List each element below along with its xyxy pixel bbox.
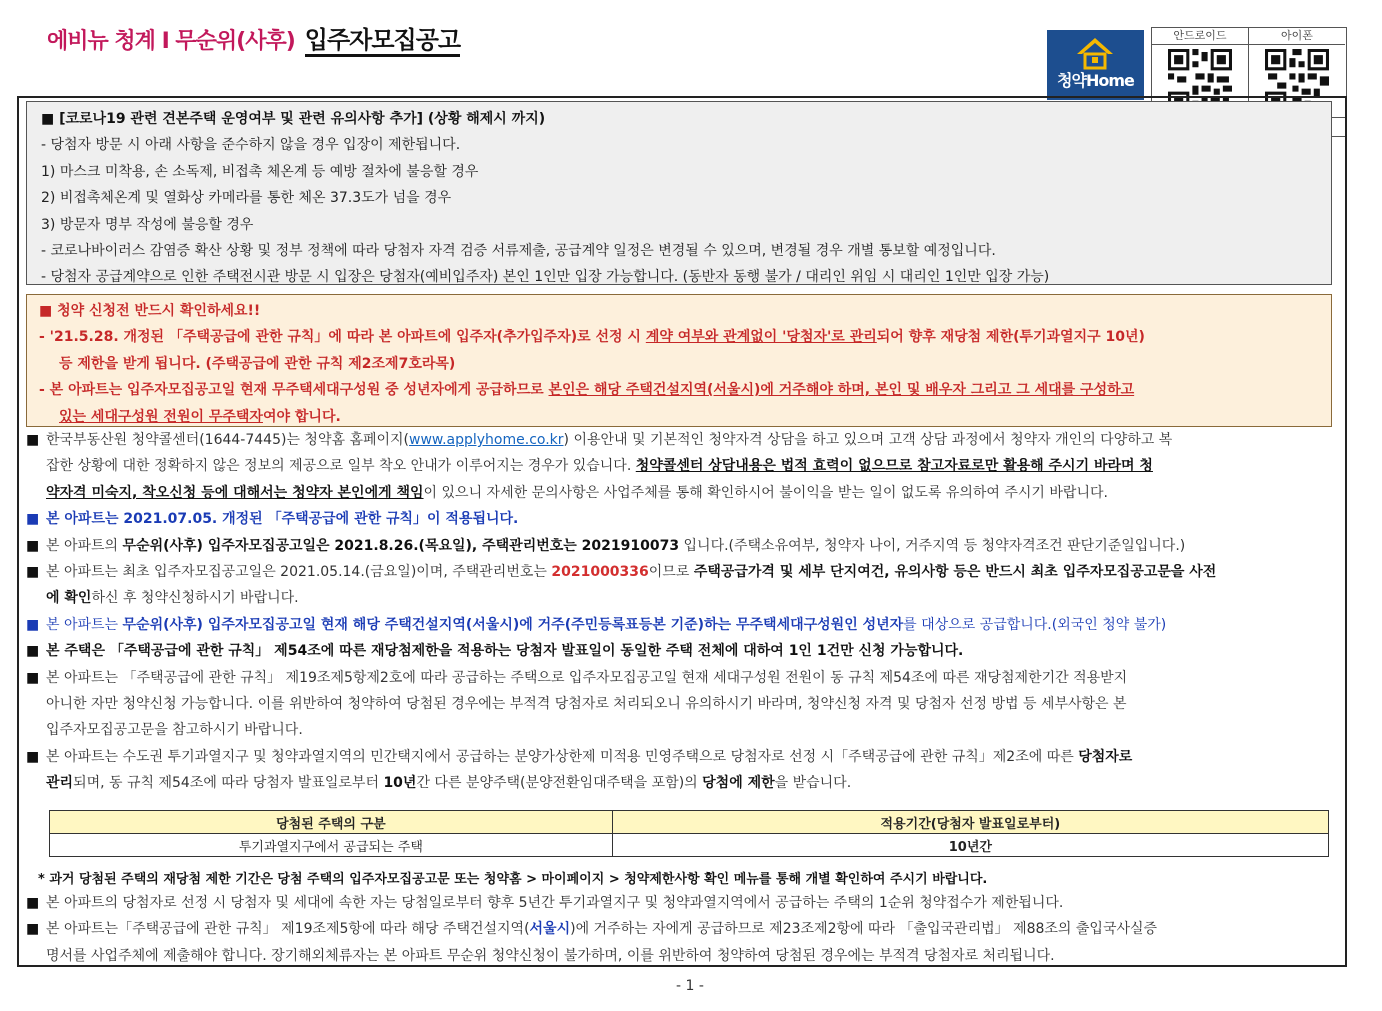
para-callcenter-cont: 잡한 상황에 대한 정확하지 않은 정보의 제공으로 일부 착오 안내가 이루어지는 경우가 있습니다. 청약콜센터 상담내용은 법적 효력이 없으므로 참고자료로만 활용해 주시기 바라며 청 [46,458,1153,475]
bullet-icon: ■ [26,537,40,554]
para-residency-cont: 명서를 사업주체에 제출해야 합니다. 장기해외체류자는 본 아파트 무순위 청약신청이 불가하며, 이를 위반하여 청약하여 당첨된 경우에는 부적격 당첨자로 처리됩니다. [46,947,1055,964]
warning-box [26,294,1332,427]
para-eligibility: ■ 본 아파트는 무순위(사후) 입주자모집공고일 현재 해당 주택건설지역(서울시)에 거주(주민등록표등본 기준)하는 무주택세대구성원인 성년자를 대상으로 공급합니다.(외국인 청약 불가) [24,612,1340,638]
page-title [47,20,460,54]
warning-line-4: 있는 세대구성원 전원이 무주택자여야 합니다. [59,408,341,425]
qr-iphone-label: 아이폰 [1249,28,1345,45]
table-cell: 투기과열지구에서 공급되는 주택 [50,834,613,857]
logo-service: 청약Home [1057,71,1134,90]
warning-line-2: 등 제한을 받게 됩니다. (주택공급에 관한 규칙 제2조제7호라목) [59,355,456,372]
bullet-icon: ■ [26,748,40,765]
bullet-icon: ■ [26,511,40,528]
covid-line: - 당첨자 방문 시 아래 사항을 준수하지 않을 경우 입장이 제한됩니다. [41,137,461,154]
warning-header: ■ 청약 신청전 반드시 확인하세요!! [39,303,261,319]
applyhome-link[interactable]: www.applyhome.co.kr [409,432,564,448]
table-header-cell: 당첨된 주택의 구분 [50,811,613,834]
bullet-icon: ■ [26,432,40,448]
covid-line: - 코로나바이러스 감염증 확산 상황 및 정부 정책에 따라 당첨자 자격 검증 서류제출, 공급계약 일정은 변경될 수 있으며, 변경될 경우 개별 통보할 예정입니다. [41,243,996,260]
table-cell: 10년간 [612,834,1328,857]
table-row [50,834,1329,857]
qr-android-label: 안드로이드 [1152,28,1248,45]
para-rule19-cont: 아니한 자만 청약신청 가능합니다. 이를 위반하여 청약하여 당첨된 경우에는 부적격 당첨자로 처리되오니 유의하시기 바라며, 청약신청 자격 및 당첨자 선정 방법 등 세부사항은 본 [46,696,1127,713]
title-main: 입주자모집공고 [305,26,460,57]
para-restriction: ■ 본 아파트는 수도권 투기과열지구 및 청약과열지역의 민간택지에서 공급하는 분양가상한제 미적용 민영주택으로 당첨자로 선정 시「주택공급에 관한 규칙」제2조에 따른 당첨자로 [24,744,1340,770]
covid-notice [26,101,1332,285]
para-announcement-date: ■ 본 아파트의 무순위(사후) 입주자모집공고일은 2021.8.26.(목요일), 주택관리번호는 2021910073 입니다.(주택소유여부, 청약자 나이, 거주지역 등 청약자격조건 판단기준일입니다.) [24,533,1340,559]
para-initial-announcement-cont: 에 확인하신 후 청약신청하시기 바랍니다. [46,590,299,607]
logo-badge [1047,30,1144,100]
notice-body [24,427,1340,797]
restriction-note: * 과거 당첨된 주택의 재당첨 제한 기간은 당첨 주택의 입주자모집공고문 또는 청약홈 > 마이페이지 > 청약제한사항 확인 메뉴를 통해 개별 확인하여 주시기 바랍니다. [38,872,988,887]
covid-line: 2) 비접촉체온계 및 열화상 카메라를 통한 체온 37.3도가 넘을 경우 [41,190,452,207]
para-priority-limit: ■ 본 아파트의 당첨자로 선정 시 당첨자 및 세대에 속한 자는 당첨일로부터 향후 5년간 투기과열지구 및 청약과열지역에서 공급하는 주택의 1순위 청약접수가 제한됩니다. [24,890,1340,916]
bullet-icon: ■ [26,643,40,660]
bullet-icon: ■ [26,564,40,581]
para-one-application: ■ 본 주택은 「주택공급에 관한 규칙」 제54조에 따른 재당첨제한을 적용하는 당첨자 발표일이 동일한 주택 전체에 대하여 1인 1건만 신청 가능합니다. [24,638,1340,664]
notice-tail [24,890,1340,969]
warning-line-1: - '21.5.28. 개정된 「주택공급에 관한 규칙」에 따라 본 아파트에 입주자(추가입주자)로 선정 시 계약 여부와 관계없이 '당첨자'로 관리되어 향후 재당첨 제한(투기과열지구 10년) [39,329,1145,346]
bullet-icon: ■ [26,616,40,633]
bullet-icon: ■ [26,669,40,686]
warning-line-3: - 본 아파트는 입주자모집공고일 현재 무주택세대구성원 중 성년자에게 공급하므로 본인은 해당 주택건설지역(서울시)에 거주해야 하며, 본인 및 배우자 그리고 그 세대를 구성하고 [39,382,1135,399]
covid-line: 1) 마스크 미착용, 손 소독제, 비접촉 체온계 등 예방 절차에 불응할 경우 [41,163,479,180]
para-restriction-cont: 관리되며, 동 규칙 제54조에 따라 당첨자 발표일로부터 10년간 다른 분양주택(분양전환임대주택을 포함)의 당첨에 제한을 받습니다. [46,775,852,792]
para-callcenter: ■ 한국부동산원 청약콜센터(1644-7445)는 청약홈 홈페이지(www.applyhome.co.kr) 이용안내 및 기본적인 청약자격 상담을 하고 있으며 고객 상담 과정에서 청약자 개인의 다양하고 복 [24,427,1340,453]
table-header-cell: 적용기간(당첨자 발표일로부터) [612,811,1328,834]
bullet-icon: ■ [26,921,40,938]
covid-line: 3) 방문자 명부 작성에 불응할 경우 [41,216,254,233]
para-residency: ■ 본 아파트는「주택공급에 관한 규칙」 제19조제5항에 따라 해당 주택건설지역(서울시)에 거주하는 자에게 공급하므로 제23조제2항에 따라 「출입국관리법」 제88조의 출입국사실증 [24,916,1340,942]
covid-line: - 당첨자 공급계약으로 인한 주택전시관 방문 시 입장은 당첨자(예비입주자) 본인 1인만 입장 가능합니다. (동반자 동행 불가 / 대리인 위임 시 대리인 1인만 입장 가능) [41,269,1050,286]
restriction-table [49,810,1329,857]
para-callcenter-cont: 약자격 미숙지, 착오신청 등에 대해서는 청약자 본인에게 책임이 있으니 자세한 문의사항은 사업주체를 통해 확인하시어 불이익을 받는 일이 없도록 유의하여 주시기 바랍니다. [46,484,1108,501]
covid-header: ■ [코로나19 관련 견본주택 운영여부 및 관련 유의사항 추가] (상황 해제시 까지) [41,111,546,127]
page-number: - 1 - [676,978,704,994]
title-prefix: 에비뉴 청계 Ⅰ 무순위(사후) [47,29,295,54]
para-rule19-cont: 입주자모집공고문을 참고하시기 바랍니다. [46,722,303,739]
para-rule-applied: ■ 본 아파트는 2021.07.05. 개정된 「주택공급에 관한 규칙」이 적용됩니다. [24,506,1340,532]
table-header-row [50,811,1329,834]
para-initial-announcement: ■ 본 아파트는 최초 입주자모집공고일은 2021.05.14.(금요일)이며, 주택관리번호는 2021000336이므로 주택공급가격 및 세부 단지여건, 유의사항 등은 반드시 최초 입주자모집공고문을 사전 [24,559,1340,585]
para-rule19: ■ 본 아파트는 「주택공급에 관한 규칙」 제19조제5항제2호에 따라 공급하는 주택으로 입주자모집공고일 현재 세대구성원 전원이 동 규칙 제54조에 따른 재당첨제한기간 적용받지 [24,665,1340,691]
bullet-icon: ■ [26,895,40,911]
